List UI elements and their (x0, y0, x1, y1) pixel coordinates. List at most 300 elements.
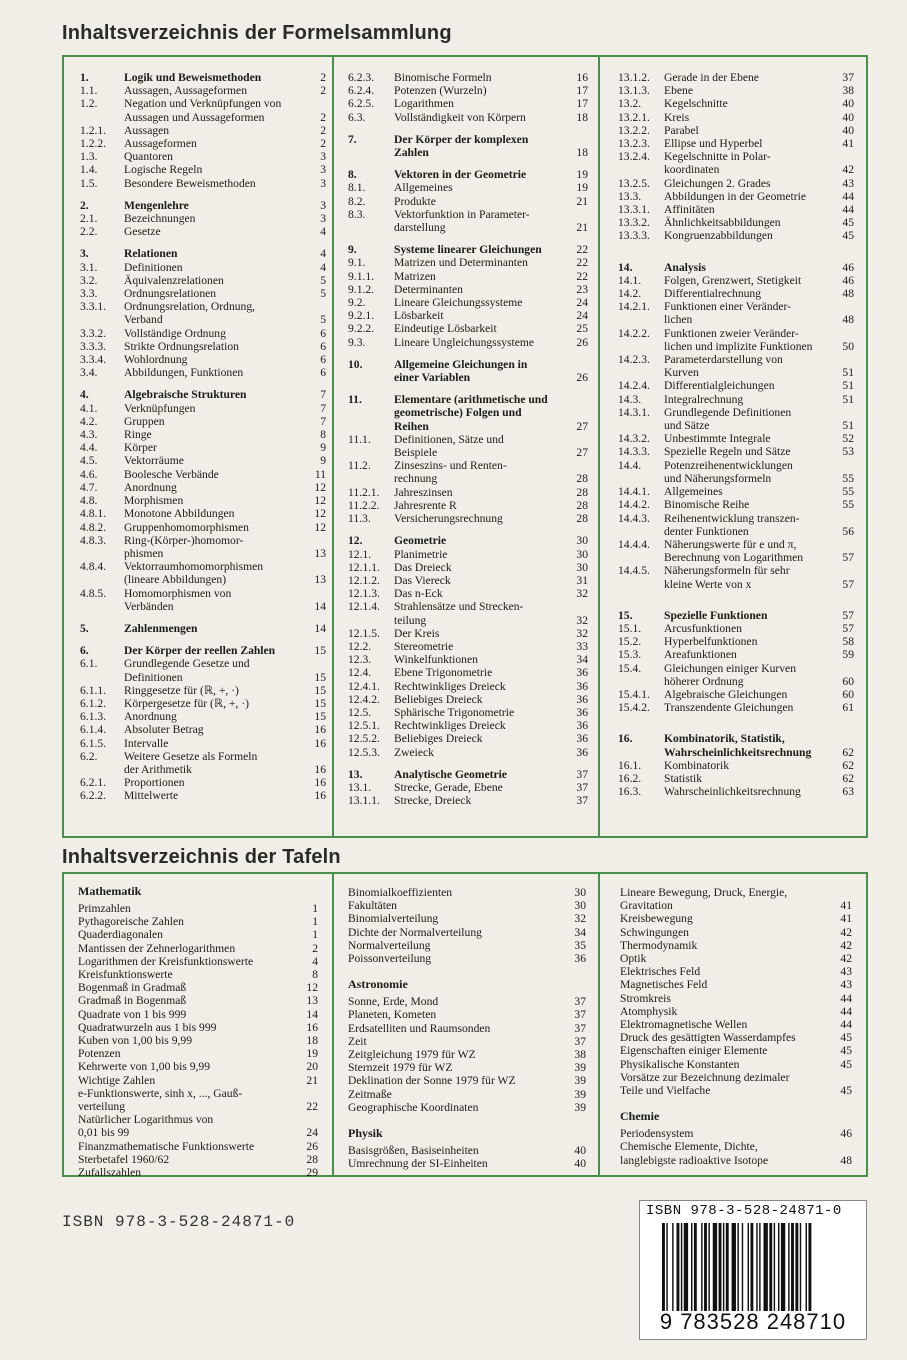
toc-page: 12 (314, 480, 326, 494)
toc-entry (80, 124, 326, 137)
toc-number: 13. (348, 767, 363, 781)
tables-page: 26 (306, 1139, 318, 1153)
tables-page: 44 (840, 1004, 852, 1018)
toc-title: Spezielle Funktionen (664, 608, 768, 622)
toc-page: 22 (576, 269, 588, 283)
toc-entry (80, 697, 326, 710)
formulas-heading: Inhaltsverzeichnis der Formelsammlung (62, 22, 452, 44)
toc-entry (348, 574, 588, 587)
tables-title: Fakultäten (348, 899, 397, 913)
tables-entry (78, 1008, 318, 1021)
tables-title: Zeitmaße (348, 1087, 392, 1101)
toc-page: 57 (842, 621, 854, 635)
toc-number: 4.8.1. (80, 507, 107, 521)
toc-number: 3. (80, 247, 89, 261)
toc-number: 12.3. (348, 653, 372, 667)
tables-entry (78, 915, 318, 928)
tables-title: Sterbetafel 1960/62 (78, 1152, 170, 1166)
toc-page: 3 (320, 176, 326, 190)
tables-page: 46 (840, 1127, 852, 1141)
toc-entry (80, 737, 326, 750)
tables-section-heading: Mathematik (78, 884, 142, 898)
toc-title: Logik und Beweismethoden (124, 71, 262, 84)
toc-number: 6.2.1. (80, 776, 107, 790)
toc-number: 13.2.2. (618, 123, 650, 137)
toc-number: 4.2. (80, 414, 98, 428)
toc-number: 4.8. (80, 494, 98, 508)
tables-entry (78, 1113, 318, 1139)
toc-title: Vektoren in der Geometrie (394, 168, 527, 182)
toc-entry (348, 195, 588, 208)
toc-page: 6 (320, 339, 326, 353)
toc-number: 6.1.1. (80, 683, 107, 697)
toc-number: 13.3. (618, 189, 642, 203)
toc-page: 16 (576, 71, 588, 84)
toc-title: Spezielle Regeln und Sätze (664, 445, 791, 459)
toc-page: 55 (842, 471, 854, 485)
toc-entry (618, 393, 854, 406)
tables-title: Primzahlen (78, 902, 131, 915)
toc-entry (80, 468, 326, 481)
toc-page: 57 (842, 577, 854, 591)
tables-column-2 (332, 874, 600, 1175)
toc-page: 18 (576, 110, 588, 124)
toc-number: 4.8.4. (80, 560, 107, 574)
toc-number: 3.4. (80, 366, 98, 380)
toc-entry (348, 587, 588, 600)
toc-page: 12 (314, 507, 326, 521)
toc-number: 6.2.5. (348, 97, 375, 111)
toc-number: 4.8.5. (80, 586, 107, 600)
toc-page: 40 (842, 123, 854, 137)
toc-page: 37 (842, 71, 854, 84)
toc-title: Strecke, Gerade, Ebene (394, 780, 503, 794)
toc-title: Analysis (664, 260, 706, 274)
toc-page: 41 (842, 137, 854, 151)
tables-section-heading: Chemie (620, 1109, 660, 1124)
toc-number: 12.1.4. (348, 600, 380, 614)
tables-entry (620, 886, 852, 912)
tables-section-heading: Physik (348, 1126, 383, 1141)
toc-entry (80, 225, 326, 238)
toc-page: 3 (320, 198, 326, 212)
tables-title: Finanzmathematische Funktionswerte (78, 1139, 255, 1153)
toc-entry (80, 750, 326, 776)
isbn-text: ISBN 978-3-528-24871-0 (62, 1213, 296, 1231)
tables-entry (620, 1058, 852, 1071)
toc-page: 14 (314, 599, 326, 613)
toc-entry (80, 644, 326, 657)
toc-title: Strecke, Dreieck (394, 794, 472, 808)
toc-page: 8 (320, 428, 326, 442)
toc-number: 12.1.1. (348, 560, 380, 574)
toc-entry (348, 133, 588, 159)
toc-number: 12.1.3. (348, 587, 380, 601)
toc-page: 48 (842, 313, 854, 327)
toc-entry (618, 300, 854, 326)
toc-number: 9.1.2. (348, 282, 375, 296)
toc-entry (80, 402, 326, 415)
toc-number: 12. (348, 534, 363, 548)
toc-title: Körpergesetze für (ℝ, +, ·) (124, 696, 249, 710)
toc-column-2 (332, 57, 600, 836)
toc-entry (80, 353, 326, 366)
toc-number: 6.2.2. (80, 789, 107, 803)
toc-number: 11.2.2. (348, 498, 380, 512)
toc-title: Reihenentwicklung transzen- denter Funktionen (664, 511, 800, 538)
toc-entry (618, 688, 854, 701)
tables-title: Elektrisches Feld (620, 965, 701, 979)
toc-title: Ringgesetze für (ℝ, +, ·) (124, 683, 239, 697)
toc-entry (618, 432, 854, 445)
tables-entry (620, 965, 852, 978)
toc-title: Stereometrie (394, 639, 454, 653)
toc-number: 9.1.1. (348, 269, 375, 283)
toc-page: 2 (320, 137, 326, 151)
toc-page: 7 (320, 388, 326, 402)
toc-title: Statistik (664, 771, 703, 785)
toc-entry (80, 789, 326, 802)
tables-page: 42 (840, 938, 852, 952)
toc-number: 9.3. (348, 335, 366, 349)
toc-entry (348, 693, 588, 706)
tables-column-3 (598, 874, 866, 1175)
toc-page: 30 (576, 547, 588, 561)
toc-entry (618, 190, 854, 203)
tables-page: 43 (840, 965, 852, 979)
toc-title: Ordnungsrelation, Ordnung, Verband (124, 300, 256, 327)
tables-entry (620, 1018, 852, 1031)
toc-entry (348, 499, 588, 512)
tables-entry (78, 1034, 318, 1047)
toc-page: 4 (320, 247, 326, 261)
toc-entry (80, 494, 326, 507)
toc-entry (80, 684, 326, 697)
toc-title: Eindeutige Lösbarkeit (394, 322, 497, 336)
toc-number: 15.4.1. (618, 687, 650, 701)
tables-title: Stromkreis (620, 991, 671, 1005)
toc-entry (348, 97, 588, 110)
toc-title: Analytische Geometrie (394, 767, 508, 781)
toc-number: 14.3. (618, 392, 642, 406)
tables-page: 42 (840, 952, 852, 966)
toc-page: 12 (314, 494, 326, 508)
toc-page: 2 (320, 84, 326, 98)
tables-entry (348, 1088, 586, 1101)
toc-number: 12.5.2. (348, 732, 380, 746)
toc-number: 11. (348, 393, 362, 407)
toc-title: Kombinatorik, Statistik, Wahrscheinlichkeitsrechnung (664, 732, 812, 759)
tables-page: 1 (312, 902, 318, 915)
toc-page: 32 (576, 613, 588, 627)
toc-number: 14.4.1. (618, 485, 650, 499)
toc-entry (348, 270, 588, 283)
toc-number: 7. (348, 132, 357, 146)
toc-number: 12.1. (348, 547, 372, 561)
toc-title: Allgemeine Gleichungen in einer Variablen (394, 357, 528, 385)
toc-page: 16 (314, 762, 326, 776)
toc-title: Das Dreieck (394, 560, 452, 574)
toc-entry (618, 111, 854, 124)
toc-entry (618, 622, 854, 635)
tables-page: 34 (574, 925, 586, 939)
toc-entry (348, 768, 588, 781)
toc-title: Das n-Eck (394, 587, 443, 601)
tables-title: Bogenmaß in Gradmaß (78, 981, 187, 995)
toc-number: 13.1.3. (618, 84, 650, 98)
toc-title: Homomorphismen von Verbänden (124, 586, 232, 613)
tables-entry (348, 886, 586, 899)
toc-page: 55 (842, 485, 854, 499)
toc-title: Definitionen (124, 260, 183, 274)
tables-entry (620, 1127, 852, 1140)
toc-page: 57 (842, 608, 854, 622)
toc-number: 11.1. (348, 432, 371, 446)
toc-number: 1.5. (80, 176, 98, 190)
tables-title: Druck des gesättigten Wasserdampfes (620, 1031, 796, 1045)
toc-title: Boolesche Verbände (124, 467, 219, 481)
toc-title: Allgemeines (394, 181, 453, 195)
barcode (639, 1200, 867, 1340)
toc-page: 42 (842, 163, 854, 177)
tables-title: Mantissen der Zehnerlogarithmen (78, 941, 236, 955)
toc-page: 30 (576, 560, 588, 574)
toc-page: 15 (314, 683, 326, 697)
toc-page: 15 (314, 710, 326, 724)
toc-number: 1.2.2. (80, 137, 107, 151)
toc-number: 12.5. (348, 705, 372, 719)
toc-number: 4.5. (80, 454, 98, 468)
toc-number: 6.2. (80, 749, 98, 763)
toc-entry (618, 327, 854, 353)
toc-entry (618, 485, 854, 498)
tables-page: 30 (574, 899, 586, 913)
toc-page: 60 (842, 687, 854, 701)
toc-entry (348, 486, 588, 499)
tables-page: 43 (840, 978, 852, 992)
toc-entry (80, 428, 326, 441)
toc-title: Aussagen, Aussageformen (124, 84, 247, 98)
toc-page: 44 (842, 189, 854, 203)
toc-title: Sphärische Trigonometrie (394, 705, 515, 719)
tables-page: 37 (574, 1008, 586, 1022)
toc-entry (80, 137, 326, 150)
toc-page: 3 (320, 212, 326, 226)
toc-page: 57 (842, 551, 854, 565)
toc-number: 3.1. (80, 260, 98, 274)
toc-entry (348, 781, 588, 794)
toc-page: 36 (576, 679, 588, 693)
tables-entry (348, 899, 586, 912)
toc-number: 6.2.4. (348, 84, 375, 98)
toc-page: 50 (842, 339, 854, 353)
toc-title: Gleichungen einiger Kurven höherer Ordnung (664, 661, 796, 688)
toc-page: 61 (842, 701, 854, 715)
toc-page: 2 (320, 110, 326, 124)
toc-page: 23 (576, 282, 588, 296)
toc-title: Affinitäten (664, 203, 715, 217)
toc-entry (80, 212, 326, 225)
toc-number: 4.3. (80, 428, 98, 442)
toc-entry (348, 283, 588, 296)
toc-number: 2.1. (80, 212, 98, 226)
toc-entry (618, 203, 854, 216)
toc-title: Gruppen (124, 414, 165, 428)
toc-entry (348, 208, 588, 234)
toc-number: 4.8.2. (80, 520, 107, 534)
toc-entry (348, 243, 588, 256)
tables-title: Magnetisches Feld (620, 978, 708, 992)
toc-page: 28 (576, 472, 588, 486)
toc-number: 14.2. (618, 287, 642, 301)
tables-page: 13 (306, 994, 318, 1008)
toc-entry (348, 746, 588, 759)
toc-entry (80, 366, 326, 379)
tables-page: 22 (306, 1100, 318, 1114)
toc-title: Grundlegende Definitionen und Sätze (664, 405, 792, 433)
toc-title: Morphismen (124, 494, 184, 508)
toc-entry (348, 794, 588, 807)
toc-entry (80, 560, 326, 586)
toc-entry (348, 433, 588, 459)
toc-title: Versicherungsrechnung (394, 512, 503, 526)
toc-page: 5 (320, 273, 326, 287)
tables-title: Zeitgleichung 1979 für WZ (348, 1048, 476, 1062)
tables-title: Binomialkoeffizienten (348, 886, 453, 899)
tables-title: Kehrwerte von 1,00 bis 9,99 (78, 1060, 211, 1074)
toc-title: Strikte Ordnungsrelation (124, 339, 239, 353)
tables-entry (348, 926, 586, 939)
toc-page: 36 (576, 732, 588, 746)
tables-title: Dichte der Normalverteilung (348, 925, 482, 939)
toc-number: 9.2. (348, 296, 366, 310)
tables-entry (78, 942, 318, 955)
tables-title: Planeten, Kometen (348, 1008, 437, 1022)
tables-entry (78, 1074, 318, 1087)
toc-title: Kombinatorik (664, 758, 730, 772)
toc-number: 14.1. (618, 273, 642, 287)
toc-entry (618, 564, 854, 590)
toc-page: 56 (842, 524, 854, 538)
toc-entry (618, 287, 854, 300)
toc-page: 62 (842, 745, 854, 759)
tables-entry (348, 1035, 586, 1048)
toc-entry (348, 534, 588, 547)
tables-entry (78, 1140, 318, 1153)
toc-entry (80, 776, 326, 789)
toc-page: 13 (314, 573, 326, 587)
toc-entry (348, 84, 588, 97)
toc-entry (80, 415, 326, 428)
toc-page: 28 (576, 498, 588, 512)
toc-title: Definitionen, Sätze und Beispiele (394, 432, 504, 460)
toc-number: 9. (348, 243, 357, 257)
toc-number: 15.1. (618, 621, 642, 635)
tables-entry (348, 995, 586, 1008)
toc-page: 15 (314, 644, 326, 658)
toc-entry (80, 587, 326, 613)
tables-title: Zufallszahlen (78, 1166, 142, 1180)
toc-entry (618, 635, 854, 648)
toc-entry (80, 163, 326, 176)
tables-page: 4 (312, 954, 318, 968)
toc-page: 44 (842, 203, 854, 217)
tables-title: Gradmaß in Bogenmaß (78, 994, 187, 1008)
toc-number: 11.2.1. (348, 485, 380, 499)
tables-page: 2 (312, 941, 318, 955)
tables-entry (620, 1140, 852, 1166)
toc-page: 36 (576, 719, 588, 733)
toc-title: Vektorfunktion in Parameter- darstellung (394, 207, 530, 235)
toc-page: 46 (842, 273, 854, 287)
tables-entry (348, 1101, 586, 1114)
toc-title: Planimetrie (394, 547, 448, 561)
toc-title: Logische Regeln (124, 163, 203, 177)
toc-entry (348, 358, 588, 384)
toc-title: Quantoren (124, 150, 173, 164)
tables-entry (348, 1022, 586, 1035)
toc-number: 16.3. (618, 785, 642, 799)
tables-title: Quadratwurzeln aus 1 bis 999 (78, 1020, 217, 1034)
toc-number: 12.2. (348, 639, 372, 653)
toc-entry (348, 512, 588, 525)
toc-entry (618, 353, 854, 379)
toc-page: 16 (314, 736, 326, 750)
toc-title: Der Kreis (394, 626, 440, 640)
toc-number: 12.4. (348, 666, 372, 680)
tables-title: Potenzen (78, 1047, 121, 1061)
toc-title: Ringe (124, 428, 152, 442)
toc-title: Wohlordnung (124, 353, 188, 367)
toc-page: 36 (576, 692, 588, 706)
toc-entry (618, 772, 854, 785)
toc-title: Absoluter Betrag (124, 723, 204, 737)
toc-page: 37 (576, 767, 588, 781)
tables-page: 37 (574, 1021, 586, 1035)
toc-entry (618, 785, 854, 798)
toc-title: Algebraische Strukturen (124, 388, 247, 402)
toc-number: 8.1. (348, 181, 366, 195)
toc-page: 4 (320, 225, 326, 239)
tables-page: 1 (312, 928, 318, 942)
tables-page: 38 (574, 1048, 586, 1062)
toc-page: 2 (320, 123, 326, 137)
toc-page: 15 (314, 696, 326, 710)
toc-title: Ebene Trigonometrie (394, 666, 493, 680)
tables-page: 39 (574, 1087, 586, 1101)
toc-title: Transzendente Gleichungen (664, 701, 794, 715)
toc-page: 14 (314, 621, 326, 635)
toc-title: Vektorraumhomomorphismen (lineare Abbildungen) (124, 560, 264, 587)
toc-page: 16 (314, 723, 326, 737)
toc-entry (348, 666, 588, 679)
tables-page: 37 (574, 995, 586, 1009)
tables-page: 45 (840, 1044, 852, 1058)
toc-entry (80, 274, 326, 287)
toc-entry (80, 657, 326, 683)
toc-entry (618, 512, 854, 538)
toc-title: Arcusfunktionen (664, 621, 742, 635)
toc-title: Kreis (664, 110, 690, 124)
toc-number: 6.1.5. (80, 736, 107, 750)
tables-entry (78, 1166, 318, 1179)
toc-number: 12.1.5. (348, 626, 380, 640)
tables-toc-box (62, 872, 868, 1180)
toc-page: 27 (576, 446, 588, 460)
toc-number: 3.2. (80, 273, 98, 287)
toc-entry (80, 507, 326, 520)
toc-page: 52 (842, 432, 854, 446)
